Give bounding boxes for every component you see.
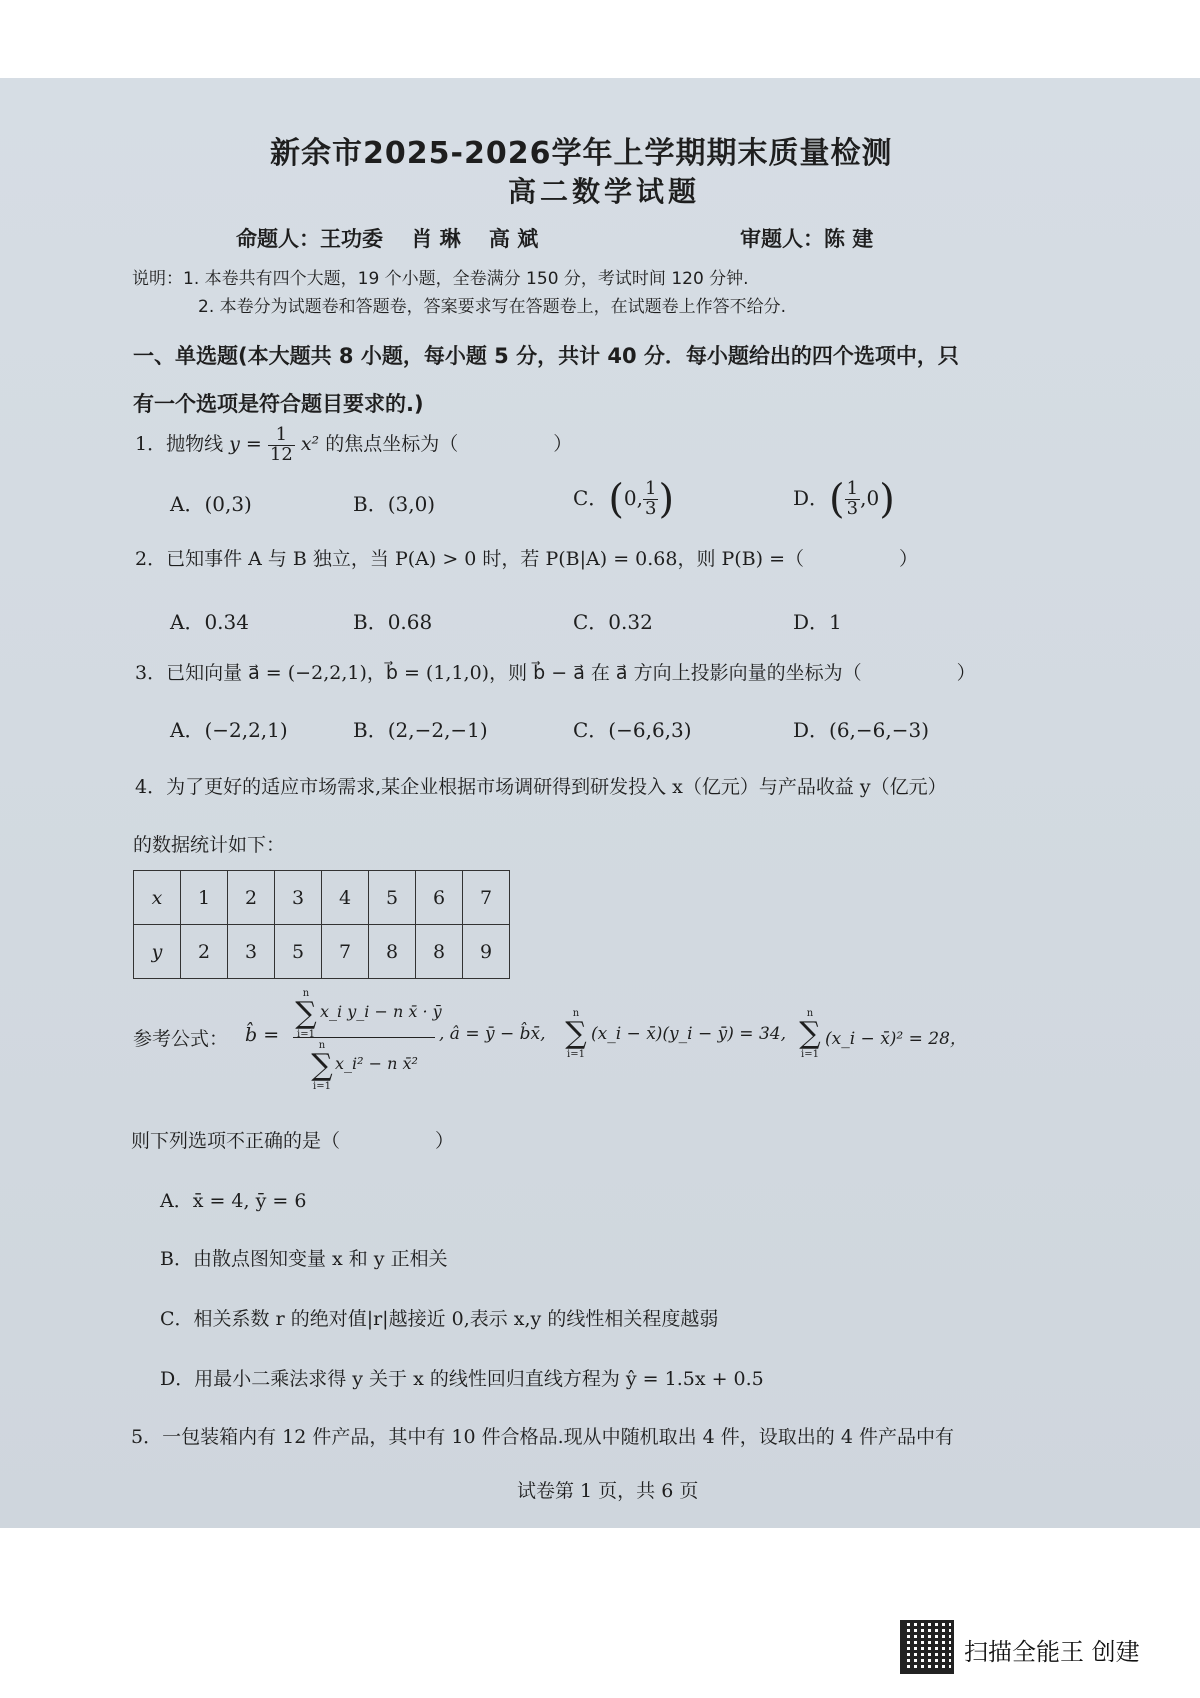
- section-heading-line2: 有一个选项是符合题目要求的.): [133, 392, 424, 416]
- q3-option-c: C．(−6,6,3): [573, 718, 692, 742]
- formula-sxx: (x_i − x̄)² = 28，: [825, 1029, 967, 1049]
- table-cell: 3: [228, 925, 275, 979]
- question-5: 5．一包装箱内有 12 件产品，其中有 10 件合格品.现从中随机取出 4 件，设取出的 4 件产品中有: [131, 1426, 954, 1448]
- q1-c-num: 1: [645, 478, 657, 500]
- setters: 命题人：王功委 肖 琳 高 斌: [236, 227, 539, 251]
- q1-suffix: 的焦点坐标为（ ）: [325, 433, 573, 455]
- table-cell: 2: [228, 871, 275, 925]
- q2-option-d: D．1: [793, 610, 842, 634]
- q2-option-c: C．0.32: [573, 610, 653, 634]
- q1-lhs: y =: [229, 433, 262, 455]
- scanner-watermark: 扫描全能王 创建: [964, 1638, 1140, 1666]
- table-cell: 6: [416, 871, 463, 925]
- table-cell: 2: [181, 925, 228, 979]
- formula-numerator: x_i y_i − n x̄ · ȳ: [320, 1002, 442, 1021]
- reviewer: 审题人：陈 建: [740, 227, 874, 251]
- q1-frac-den: 12: [269, 443, 293, 465]
- sum-lower: i=1: [801, 1049, 819, 1060]
- table-row: [134, 871, 510, 925]
- instruction-2: 2. 本卷分为试题卷和答题卷，答案要求写在答题卷上，在试题卷上作答不给分.: [198, 297, 787, 317]
- sum-upper: n: [806, 1008, 814, 1019]
- q4-option-b: B．由散点图知变量 x 和 y 正相关: [160, 1248, 448, 1270]
- q1-option-a: A．(0,3): [170, 492, 252, 516]
- table-cell: 1: [181, 871, 228, 925]
- q1-c-label: C．: [573, 486, 609, 510]
- data-table: [133, 870, 510, 979]
- table-cell: 3: [275, 871, 322, 925]
- sum-upper: n: [572, 1008, 580, 1019]
- q1-d-den: 3: [846, 498, 859, 519]
- formula-b-hat: b̂ =: [245, 1024, 280, 1046]
- q1-d-fraction: [845, 480, 860, 519]
- q1-d-label: D．: [793, 486, 830, 510]
- q1-option-d: D．( $\frac{1}{3}$ ,0): [793, 476, 895, 523]
- exam-title: 新余市2025-2026学年上学期期末质量检测: [270, 136, 893, 171]
- instruction-1: 说明：1. 本卷共有四个大题，19 个小题，全卷满分 150 分，考试时间 120 分钟.: [132, 269, 749, 289]
- table-cell: 9: [463, 925, 510, 979]
- formula-a-hat: , â = ȳ − b̂x̄,: [439, 1024, 546, 1044]
- sum-upper: n: [302, 988, 310, 999]
- table-cell: 5: [275, 925, 322, 979]
- question-4-line2: 的数据统计如下：: [133, 834, 286, 856]
- q3-option-b: B．(2,−2,−1): [353, 718, 488, 742]
- table-cell: 7: [322, 925, 369, 979]
- question-4-prompt: 则下列选项不正确的是（ ）: [131, 1130, 455, 1152]
- sum-lower: i=1: [297, 1029, 315, 1040]
- fraction-bar: [293, 1037, 435, 1038]
- question-2: 2．已知事件 A 与 B 独立，当 P(A) > 0 时，若 P(B|A) = 0.68，则 P(B) =（ ）: [135, 548, 919, 570]
- sum-symbol-bottom: n ∑ i=1: [311, 1040, 333, 1092]
- page-footer: 试卷第 1 页，共 6 页: [517, 1480, 699, 1502]
- q1-d-right: ,0: [860, 486, 880, 510]
- sum-upper: n: [318, 1040, 326, 1051]
- qr-code-icon: [900, 1620, 954, 1674]
- q1-fraction: [268, 423, 295, 465]
- table-header-y: y: [134, 925, 181, 979]
- q1-frac-num: 1: [268, 426, 295, 446]
- table-row: [134, 925, 510, 979]
- q1-d-num: 1: [846, 478, 859, 500]
- table-cell: 8: [369, 925, 416, 979]
- exam-sheet: [0, 78, 1200, 1528]
- sum-symbol-mid: n ∑ i=1: [565, 1008, 587, 1060]
- q4-option-d: D．用最小二乘法求得 y 关于 x 的线性回归直线方程为 ŷ = 1.5x + 0.5: [160, 1368, 764, 1390]
- q2-option-b: B．0.68: [353, 610, 433, 634]
- sum-lower: i=1: [567, 1049, 585, 1060]
- section-heading-line1: 一、单选题(本大题共 8 小题，每小题 5 分，共计 40 分．每小题给出的四个选项中，只: [133, 344, 959, 368]
- q4-option-c: C．相关系数 r 的绝对值|r|越接近 0,表示 x,y 的线性相关程度越弱: [160, 1308, 719, 1330]
- sum-lower: i=1: [313, 1081, 331, 1092]
- table-cell: 8: [416, 925, 463, 979]
- q3-option-a: A．(−2,2,1): [170, 718, 288, 742]
- q1-option-b: B．(3,0): [353, 492, 436, 516]
- table-cell: 5: [369, 871, 416, 925]
- table-header-x: x: [134, 871, 181, 925]
- formula-fraction: [293, 988, 442, 1092]
- formula-label: 参考公式：: [133, 1028, 229, 1050]
- q1-rhs: x²: [300, 433, 320, 455]
- sum-symbol-right: n ∑ i=1: [799, 1008, 821, 1060]
- question-3: 3．已知向量 a⃗ = (−2,2,1)，b⃗ = (1,1,0)，则 b⃗ − a⃗ 在 a⃗ 方向上投影向量的坐标为（ ）: [135, 662, 976, 684]
- table-cell: 7: [463, 871, 510, 925]
- formula-denominator: x_i² − n x̄²: [335, 1054, 418, 1073]
- formula-sxy: (x_i − x̄)(y_i − ȳ) = 34,: [591, 1024, 786, 1044]
- question-1: [135, 420, 572, 468]
- q2-option-a: A．0.34: [170, 610, 249, 634]
- q1-c-fraction: [643, 480, 658, 519]
- q1-c-left: 0,: [623, 486, 644, 510]
- q4-option-a: A．x̄ = 4, ȳ = 6: [160, 1190, 307, 1212]
- q1-c-den: 3: [645, 498, 657, 519]
- q1-prefix: 1．抛物线: [135, 433, 224, 455]
- sum-symbol-top: n ∑ i=1: [295, 988, 317, 1040]
- reference-formula: [133, 988, 1133, 1092]
- table-cell: 4: [322, 871, 369, 925]
- q1-option-c: C．(0, $\frac{1}{3}$ ): [573, 476, 675, 523]
- exam-subtitle: 高二数学试题: [508, 175, 701, 208]
- question-4-line1: 4．为了更好的适应市场需求,某企业根据市场调研得到研发投入 x（亿元）与产品收益 y（亿元）: [135, 776, 947, 798]
- q3-option-d: D．(6,−6,−3): [793, 718, 930, 742]
